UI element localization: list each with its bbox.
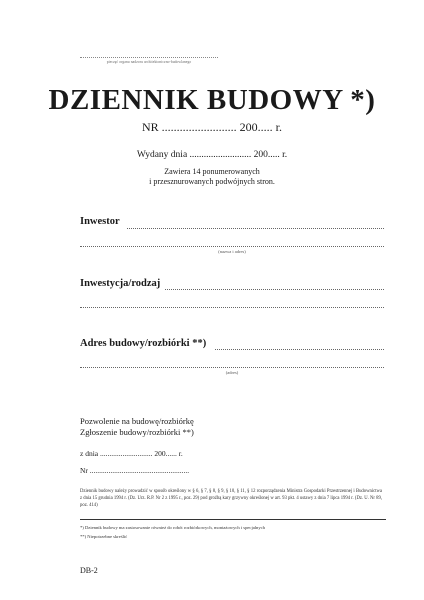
investor-caption: (nazwa i adres)	[218, 249, 246, 254]
footer-divider	[80, 519, 386, 520]
address-caption: (adres)	[225, 370, 239, 375]
investor-field-line-2[interactable]	[80, 246, 384, 247]
contains-line-2: i przesznurowanych podwójnych stron.	[149, 177, 275, 186]
stamp-caption: pieczęć organu nadzoru architektoniczno-budowlanego	[106, 60, 192, 64]
permit-number-field[interactable]: Nr .....................................................	[80, 466, 190, 475]
permit-date-field[interactable]: z dnia ............................ 200...... r.	[80, 449, 183, 458]
investor-label: Inwestor	[80, 216, 120, 227]
address-field-line-2[interactable]	[80, 367, 384, 368]
permit-line-2: Zgłoszenie budowy/rozbiórki **)	[80, 427, 194, 437]
issued-date-line: Wydany dnia .......................... 200..... r.	[136, 150, 288, 160]
footnote-1: *) Dziennik budowy ma zastosowanie również do robót rozbiórkowych, montażowych i specjalnych	[80, 525, 265, 530]
investment-field-line-2[interactable]	[80, 307, 384, 308]
permit-block	[80, 416, 194, 438]
footnote-2: **) Niepotrzebne skreślić	[80, 534, 128, 539]
contains-line-1: Zawiera 14 ponumerowanych	[164, 167, 260, 176]
investment-field[interactable]	[165, 289, 384, 290]
address-label: Adres budowy/rozbiórki **)	[80, 338, 207, 349]
permit-line-1: Pozwolenie na budowę/rozbiórkę	[80, 416, 194, 426]
document-title: DZIENNIK BUDOWY *)	[48, 84, 376, 116]
legal-notice: Dziennik budowy należy prowadzić w sposób określony w § 6, § 7, § 8, § 9, § 10, § 11, § 12 rozporządzenia Ministra Gospodarki Przestrzennej i Budownictwa z dnia 15 grudnia 1994 r. (Dz. Urz. R.P. Nr 2 z 1995 r., poz. 29) pod groźbą kary grzywny określonej w art. 93 pkt. 4 ustawy z dnia 7 lipca 1994 r. (Dz. U. Nr 89, poz. 414)	[80, 489, 382, 508]
investment-label: Inwestycja/rodzaj	[80, 278, 161, 289]
stamp-dotted-line	[80, 57, 218, 58]
address-field[interactable]	[215, 349, 384, 350]
document-number-line: NR ......................... 200..... r.	[141, 120, 282, 134]
investor-field[interactable]	[127, 228, 384, 229]
form-code: DB-2	[80, 566, 98, 575]
contains-pages-note	[0, 167, 424, 187]
